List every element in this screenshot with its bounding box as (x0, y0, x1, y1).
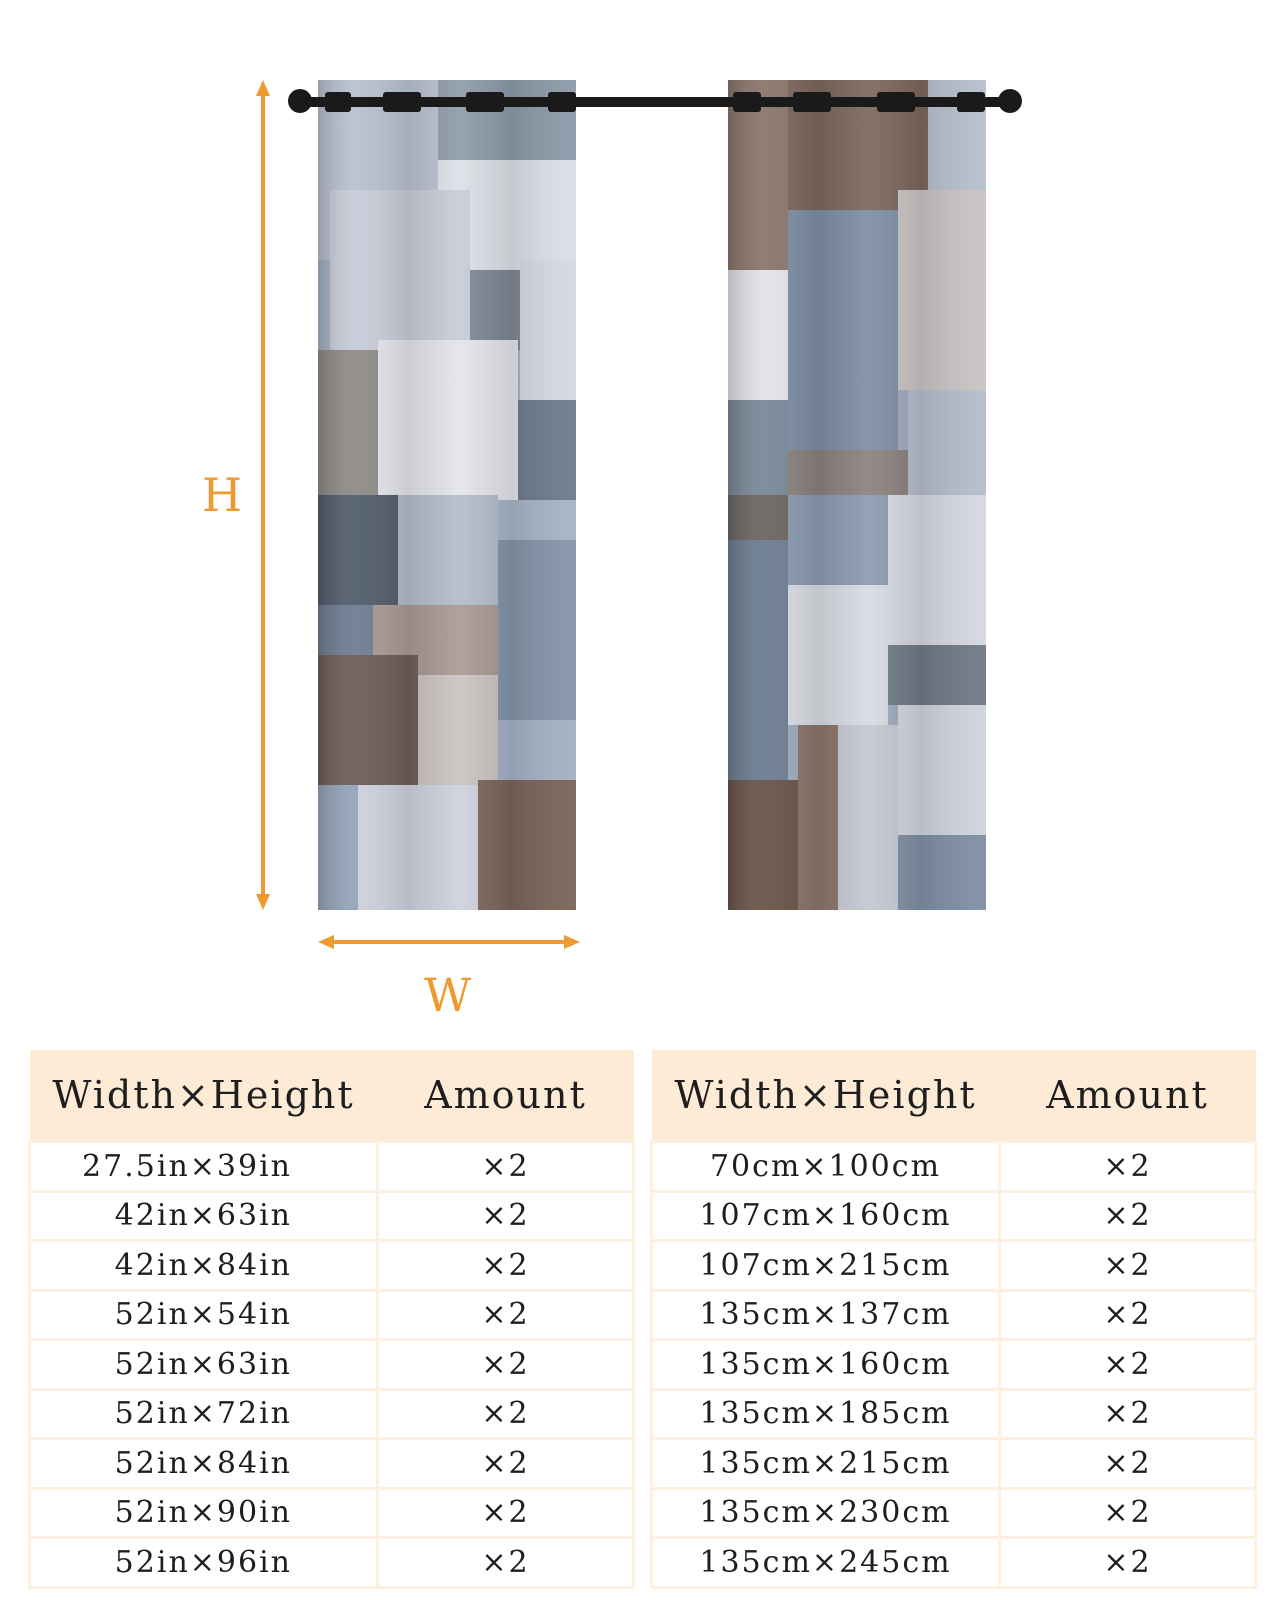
table-row (30, 1389, 634, 1439)
table-row (30, 1290, 634, 1340)
size-cell: 27.5in×39in (30, 1142, 378, 1192)
amount-column-header: Amount (1000, 1050, 1256, 1142)
width-label: W (424, 968, 472, 1022)
amount-cell: ×2 (1000, 1439, 1256, 1489)
size-cell: 52in×72in (30, 1389, 378, 1439)
table-row (652, 1439, 1256, 1489)
amount-cell: ×2 (378, 1488, 634, 1538)
table-row (652, 1142, 1256, 1192)
amount-cell: ×2 (378, 1241, 634, 1291)
table-row (652, 1191, 1256, 1241)
table-row (652, 1340, 1256, 1390)
size-cell: 42in×63in (30, 1191, 378, 1241)
size-cell: 52in×96in (30, 1538, 378, 1588)
table-row (652, 1290, 1256, 1340)
height-label: H (202, 468, 243, 522)
amount-cell: ×2 (378, 1340, 634, 1390)
table-row (30, 1488, 634, 1538)
size-cell: 135cm×137cm (652, 1290, 1000, 1340)
amount-cell: ×2 (378, 1439, 634, 1489)
table-row (30, 1191, 634, 1241)
table-row (652, 1389, 1256, 1439)
amount-cell: ×2 (1000, 1191, 1256, 1241)
amount-cell: ×2 (378, 1538, 634, 1588)
table-row (30, 1340, 634, 1390)
amount-cell: ×2 (1000, 1241, 1256, 1291)
amount-cell: ×2 (1000, 1538, 1256, 1588)
table-header-row (30, 1050, 634, 1142)
amount-cell: ×2 (1000, 1142, 1256, 1192)
size-cell: 135cm×160cm (652, 1340, 1000, 1390)
table-row (30, 1538, 634, 1588)
size-column-header: Width×Height (30, 1050, 378, 1142)
size-cell: 70cm×100cm (652, 1142, 1000, 1192)
amount-column-header: Amount (378, 1050, 634, 1142)
inch-size-table (28, 1050, 635, 1589)
size-cell: 107cm×160cm (652, 1191, 1000, 1241)
amount-cell: ×2 (1000, 1340, 1256, 1390)
table-row (30, 1142, 634, 1192)
size-cell: 52in×54in (30, 1290, 378, 1340)
left-curtain-panel (318, 80, 576, 910)
size-column-header: Width×Height (652, 1050, 1000, 1142)
table-row (652, 1241, 1256, 1291)
height-arrow (256, 80, 270, 910)
size-cell: 135cm×245cm (652, 1538, 1000, 1588)
table-row (652, 1488, 1256, 1538)
width-arrow (318, 935, 580, 949)
size-cell: 42in×84in (30, 1241, 378, 1291)
table-row (652, 1538, 1256, 1588)
size-cell: 52in×63in (30, 1340, 378, 1390)
amount-cell: ×2 (1000, 1488, 1256, 1538)
amount-cell: ×2 (378, 1191, 634, 1241)
size-cell: 135cm×185cm (652, 1389, 1000, 1439)
size-cell: 52in×84in (30, 1439, 378, 1489)
table-row (30, 1439, 634, 1489)
size-cell: 135cm×215cm (652, 1439, 1000, 1489)
amount-cell: ×2 (378, 1290, 634, 1340)
size-cell: 107cm×215cm (652, 1241, 1000, 1291)
amount-cell: ×2 (1000, 1389, 1256, 1439)
amount-cell: ×2 (378, 1142, 634, 1192)
amount-cell: ×2 (1000, 1290, 1256, 1340)
table-header-row (652, 1050, 1256, 1142)
amount-cell: ×2 (378, 1389, 634, 1439)
table-row (30, 1241, 634, 1291)
size-cell: 52in×90in (30, 1488, 378, 1538)
size-cell: 135cm×230cm (652, 1488, 1000, 1538)
cm-size-table (650, 1050, 1257, 1589)
right-curtain-panel (728, 80, 986, 910)
